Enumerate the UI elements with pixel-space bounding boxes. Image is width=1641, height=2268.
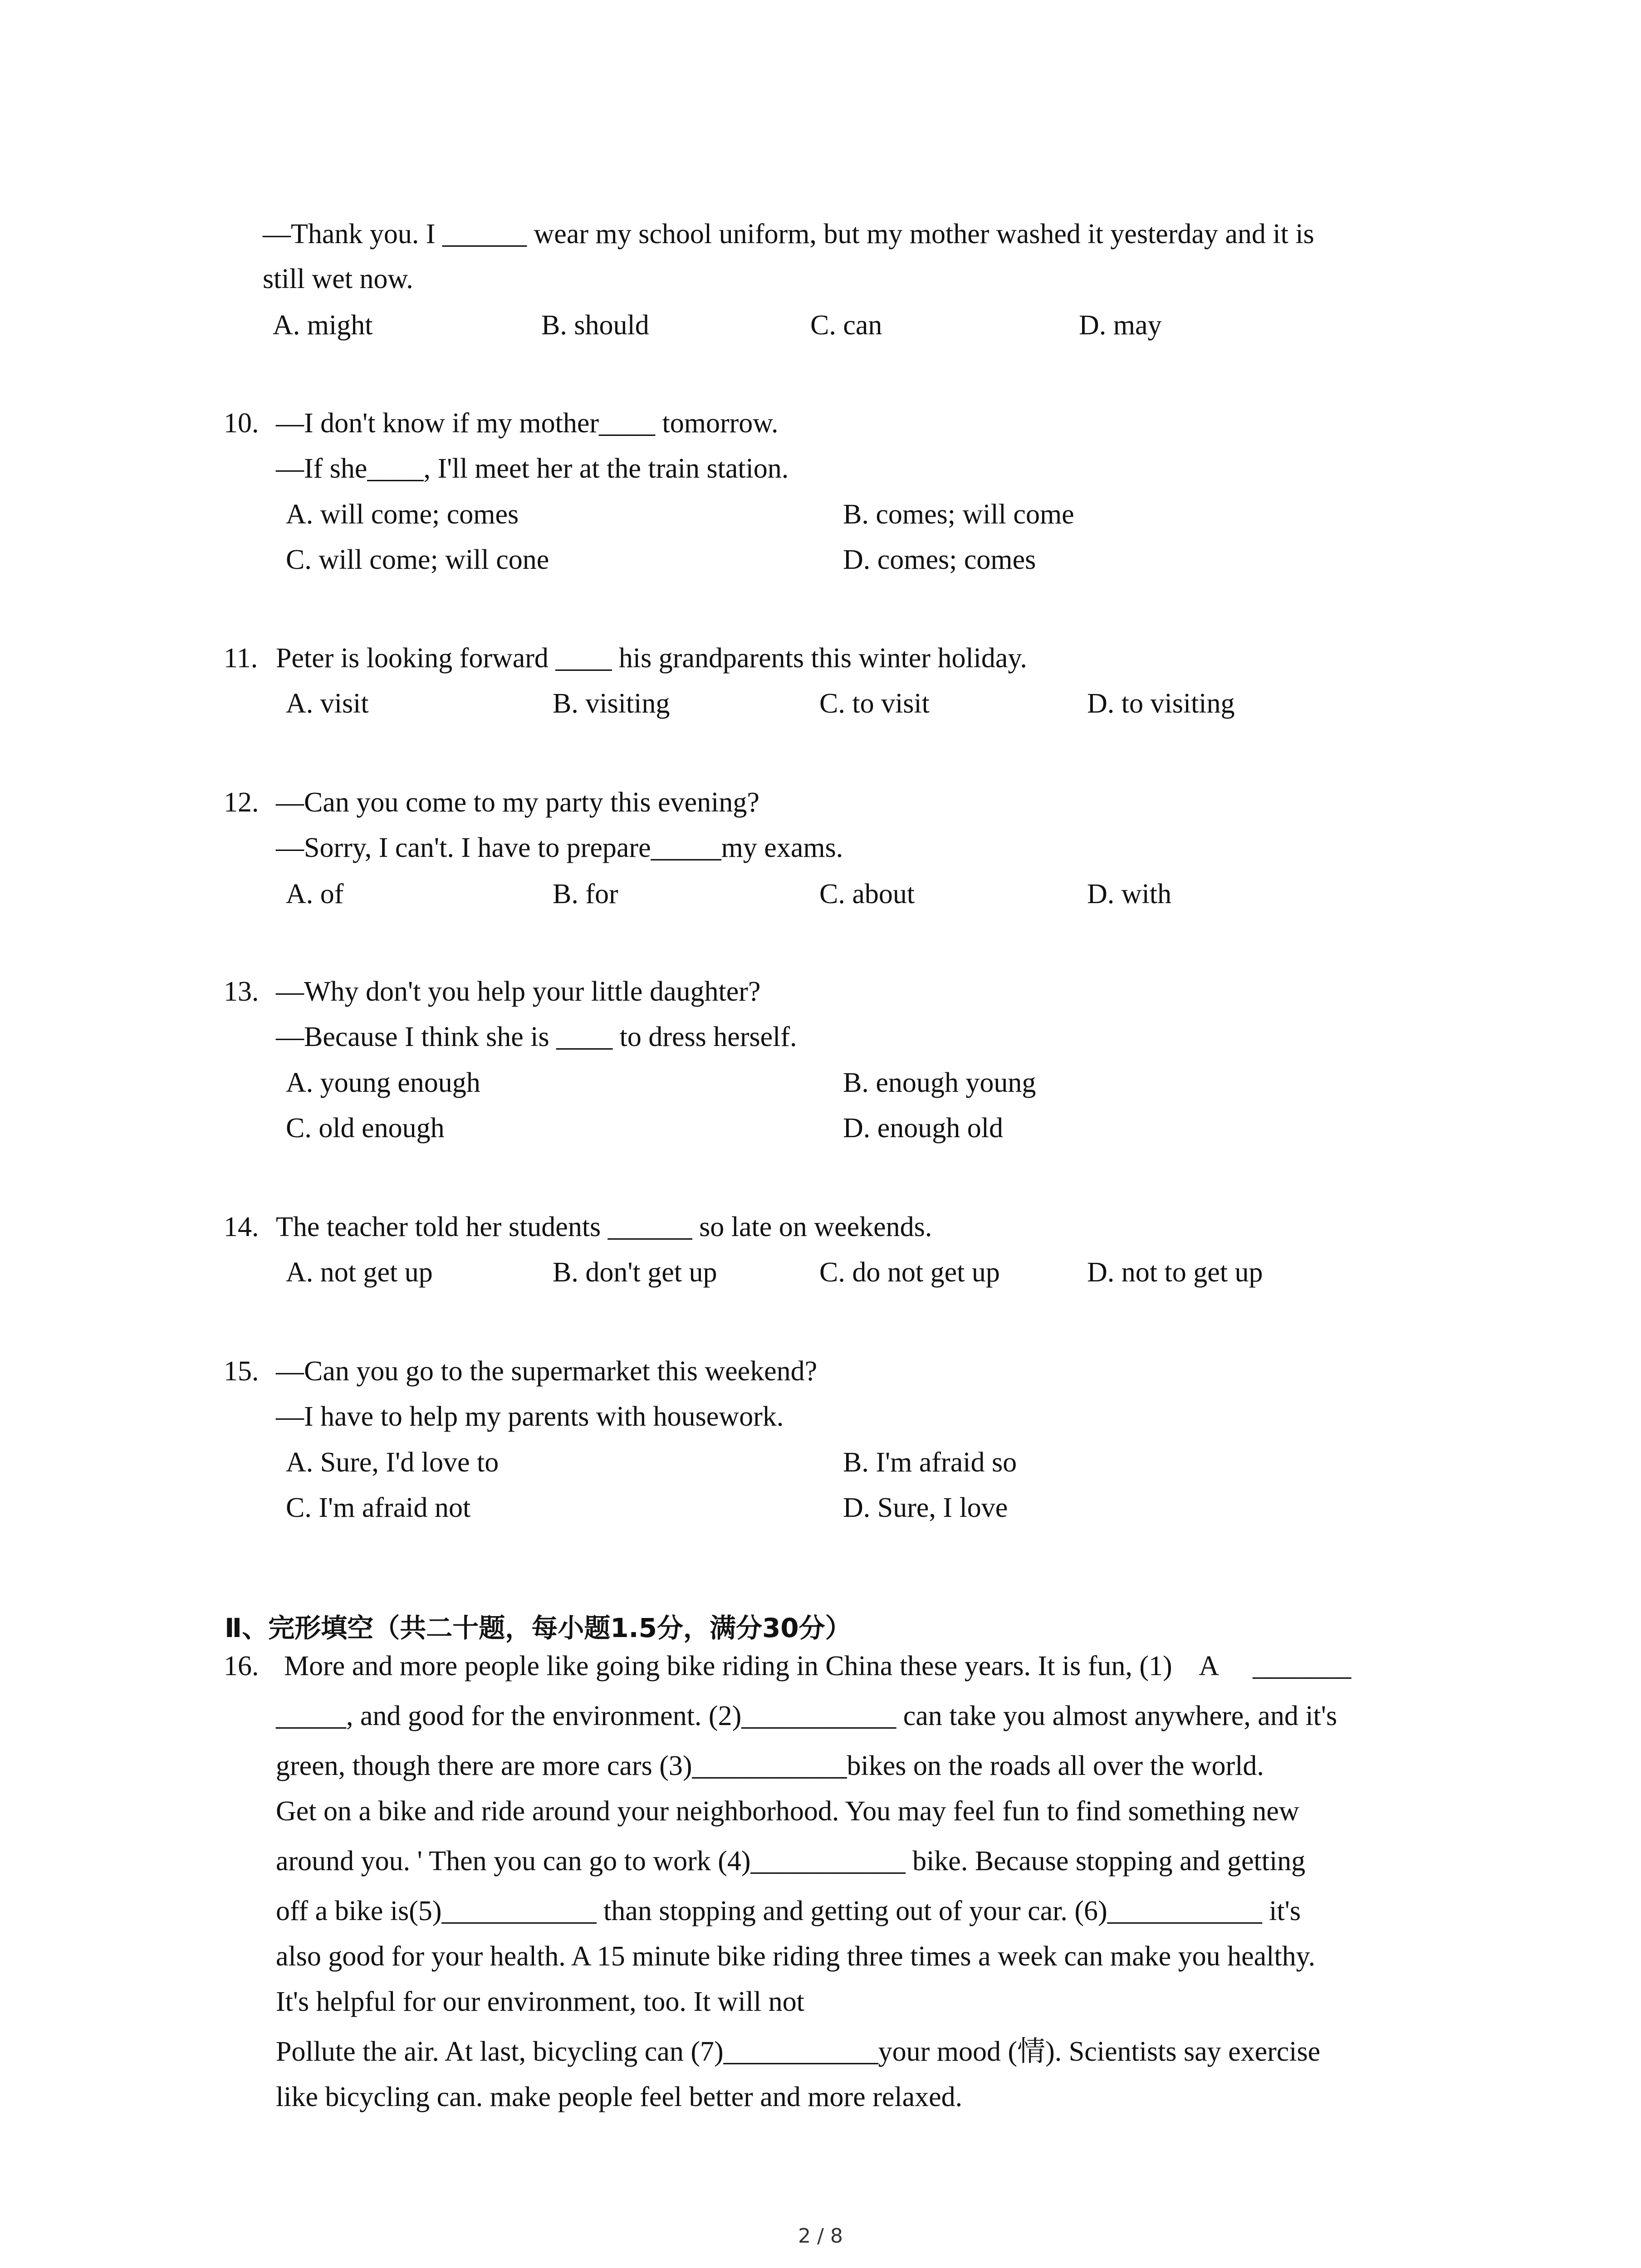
- page-number: 2 / 8: [798, 2224, 843, 2248]
- q15-number: 15.: [224, 1356, 259, 1387]
- q12-option-d: D. with: [1087, 879, 1171, 909]
- q10-line-1: —I don't know if my mother____ tomorrow.: [276, 408, 779, 439]
- q16-passage-line: around you. ' Then you can go to work (4)___________ bike. Because stopping and getting: [276, 1846, 1306, 1877]
- q9-option-d: D. may: [1079, 310, 1162, 341]
- q10-number: 10.: [224, 408, 259, 439]
- q12-option-a: A. of: [286, 879, 344, 909]
- q10-line-2: —If she____, I'll meet her at the train station.: [276, 453, 789, 484]
- q9-option-a: A. might: [273, 310, 373, 341]
- q13-line-1: —Why don't you help your little daughter?: [276, 976, 761, 1007]
- q15-option-d: D. Sure, I love: [843, 1492, 1008, 1523]
- q13-option-b: B. enough young: [843, 1067, 1036, 1098]
- q12-option-b: B. for: [553, 879, 618, 909]
- q16-number: 16.: [224, 1651, 259, 1681]
- q11-option-c: C. to visit: [819, 688, 930, 719]
- q12-line-1: —Can you come to my party this evening?: [276, 787, 759, 818]
- q14-option-c: C. do not get up: [819, 1257, 1000, 1288]
- q16-passage-line: like bicycling can. make people feel better and more relaxed.: [276, 2082, 963, 2112]
- q15-option-a: A. Sure, I'd love to: [286, 1447, 499, 1478]
- q16-passage-line: Pollute the air. At last, bicycling can (7)___________your mood (情). Scientists say exercise: [276, 2036, 1321, 2067]
- q10-option-b: B. comes; will come: [843, 499, 1074, 530]
- q13-number: 13.: [224, 976, 259, 1007]
- q10-option-a: A. will come; comes: [286, 499, 519, 530]
- q16-passage-line: off a bike is(5)___________ than stopping and getting out of your car. (6)___________ it's: [276, 1896, 1301, 1926]
- q9-line-1: —Thank you. I ______ wear my school uniform, but my mother washed it yesterday and it is: [263, 219, 1314, 249]
- q14-option-b: B. don't get up: [553, 1257, 717, 1288]
- q12-number: 12.: [224, 787, 259, 818]
- q14-number: 14.: [224, 1212, 259, 1242]
- q10-option-d: D. comes; comes: [843, 544, 1036, 575]
- q11-line-1: Peter is looking forward ____ his grandparents this winter holiday.: [276, 643, 1027, 674]
- q16-passage-line: green, though there are more cars (3)___________bikes on the roads all over the world.: [276, 1750, 1264, 1781]
- q13-option-d: D. enough old: [843, 1113, 1004, 1144]
- q12-line-2: —Sorry, I can't. I have to prepare_____my exams.: [276, 832, 843, 863]
- q11-option-b: B. visiting: [553, 688, 670, 719]
- q14-option-a: A. not get up: [286, 1257, 433, 1288]
- q16-passage-line: also good for your health. A 15 minute bike riding three times a week can make you healthy.: [276, 1941, 1316, 1972]
- section-heading: Ⅱ、完形填空（共二十题，每小题1.5分，满分30分）: [225, 1613, 852, 1643]
- q13-option-a: A. young enough: [286, 1067, 480, 1098]
- q15-option-b: B. I'm afraid so: [843, 1447, 1017, 1478]
- q11-option-a: A. visit: [286, 688, 369, 719]
- q9-line-2: still wet now.: [263, 264, 413, 294]
- q16-passage-line: It's helpful for our environment, too. It will not: [276, 1986, 804, 2017]
- q11-option-d: D. to visiting: [1087, 688, 1235, 719]
- q9-option-b: B. should: [541, 310, 649, 341]
- q15-line-2: —I have to help my parents with housework.: [276, 1401, 784, 1432]
- q13-option-c: C. old enough: [286, 1113, 445, 1144]
- q15-line-1: —Can you go to the supermarket this weekend?: [276, 1356, 818, 1387]
- q15-option-c: C. I'm afraid not: [286, 1492, 471, 1523]
- q13-line-2: —Because I think she is ____ to dress herself.: [276, 1022, 797, 1052]
- q10-option-c: C. will come; will cone: [286, 544, 549, 575]
- q12-option-c: C. about: [819, 879, 915, 909]
- q9-option-c: C. can: [810, 310, 882, 341]
- q16-passage-line: More and more people like going bike riding in China these years. It is fun, (1) A _______: [284, 1651, 1352, 1681]
- q16-passage-line: _____, and good for the environment. (2)___________ can take you almost anywhere, and it's: [276, 1701, 1337, 1731]
- q14-line-1: The teacher told her students ______ so late on weekends.: [276, 1212, 932, 1242]
- q11-number: 11.: [224, 643, 258, 674]
- q14-option-d: D. not to get up: [1087, 1257, 1263, 1288]
- q16-passage-line: Get on a bike and ride around your neighborhood. You may feel fun to find something new: [276, 1796, 1299, 1827]
